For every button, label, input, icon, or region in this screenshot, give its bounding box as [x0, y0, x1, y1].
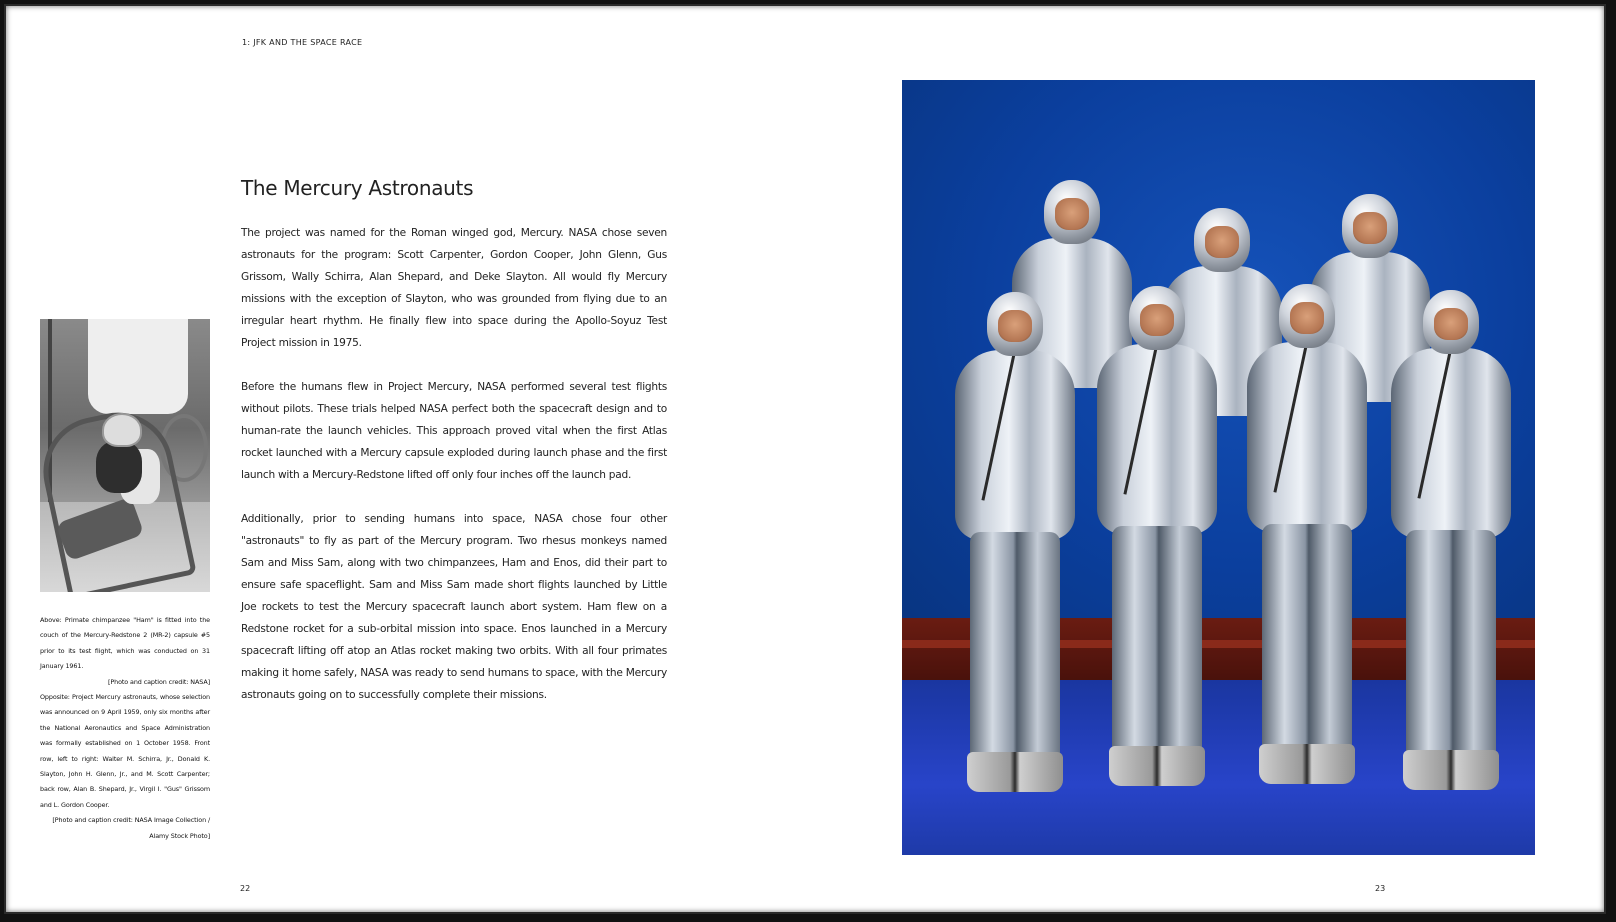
- page-title: The Mercury Astronauts: [241, 176, 474, 200]
- page-number-left: 22: [240, 884, 251, 893]
- caption-opposite-credit: [Photo and caption credit: NASA Image Collection / Alamy Stock Photo]: [52, 816, 210, 840]
- astronaut-figure: [1082, 286, 1232, 806]
- paragraph: Additionally, prior to sending humans into space, NASA chose four other "astronauts" to fly as part of the Mercury program. Two rhesus monkeys named Sam and Miss Sam, along with two chimpanzees, Ham and Enos, did their part to ensure safe spaceflight. Sam and Miss Sam made short flights launched by Little Joe rockets to test the Mercury spacecraft launch abort system. Ham flew on a Redstone rocket for a sub-orbital mission into space. Enos launched in a Mercury spacecraft lifting off atop an Atlas rocket making two orbits. With all four primates making it home safely, NASA was ready to send humans to space, with the Mercury astronauts going on to successfully complete their missions.: [241, 513, 667, 701]
- astronaut-figure: [1376, 290, 1526, 810]
- book-spread: [6, 6, 1604, 912]
- astronaut-figure: [940, 292, 1090, 812]
- page-number-right: 23: [1375, 884, 1386, 893]
- photo-caption: [40, 613, 210, 844]
- body-text: [241, 222, 667, 728]
- caption-above: Above: Primate chimpanzee "Ham" is fitted into the couch of the Mercury-Redstone 2 (MR-2) capsule #5 prior to its test flight, which was conducted on 31 January 1961.: [40, 616, 210, 671]
- caption-above-credit: [Photo and caption credit: NASA]: [107, 677, 210, 686]
- mercury-astronauts-photo: [902, 80, 1535, 855]
- paragraph: Before the humans flew in Project Mercury, NASA performed several test flights without pilots. These trials helped NASA perfect both the spacecraft design and to human-rate the launch vehicles. This approach proved vital when the first Atlas rocket launched with a Mercury capsule exploded during launch phase and the first launch with a Mercury-Redstone lifted off only four inches off the launch pad.: [241, 381, 667, 481]
- chimpanzee-ham-photo: [40, 319, 210, 592]
- caption-opposite: Opposite: Project Mercury astronauts, whose selection was announced on 9 April 1959, only six months after the National Aeronautics and Space Administration was formally established on 1 October 1958. Front row, left to right: Walter M. Schirra, Jr., Donald K. Slayton, John H. Glenn, Jr., and M. Scott Carpenter; back row, Alan B. Shepard, Jr., Virgil I. "Gus" Grissom and L. Gordon Cooper.: [40, 693, 210, 809]
- astronaut-figure: [1232, 284, 1382, 804]
- running-head: 1: JFK AND THE SPACE RACE: [242, 38, 363, 47]
- paragraph: The project was named for the Roman winged god, Mercury. NASA chose seven astronauts for the program: Scott Carpenter, Gordon Cooper, John Glenn, Gus Grissom, Wally Schirra, Alan Shepard, and Deke Slayton. All would fly Mercury missions with the exception of Slayton, who was grounded from flying due to an irregular heart rhythm. He finally flew into space during the Apollo-Soyuz Test Project mission in 1975.: [241, 227, 667, 349]
